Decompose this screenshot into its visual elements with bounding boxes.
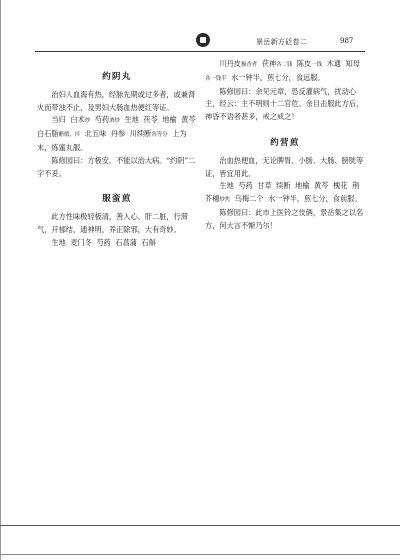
bottom-rule [0,525,400,526]
paragraph-commentary: 陈修园曰：余见元章，恐反灌病气，扰动心主，经云：主不明则十二官危。余目击服此方后，神昏不语者甚多，戒之戒之！ [205,86,364,122]
seal-logo-icon [196,33,210,47]
left-column [37,58,201,250]
section-title-fuman-jian: 服蛮煎 [102,193,132,204]
right-column [205,58,365,233]
bottom-edge [0,554,400,555]
paragraph-commentary: 陈修园曰：方极安，不能以治大病。“约阴”二字不妥。 [37,155,196,178]
page-left-edge [0,0,1,560]
paragraph-ingredients: 生地 麦门冬 芍药 石菖蒲 石斛 [51,237,156,247]
paragraph-ingredients: 当归 白术炒 芍药酒炒 生地 茯苓 地榆 黄芩 白石脂醋煅、淬 北五味 丹参 川续断各等分 上为末，炼蜜丸服。 [37,115,201,152]
page-number: 987 [340,37,354,45]
paragraph-indication: 治血热便血，无论脾胃、小肠、大肠、膀胱等证，皆宜用此。 [205,155,364,178]
header-rule [35,51,365,52]
paragraph-commentary: 陈修园曰：此市上医铃之伎俩，景岳集之以名方，何大言不惭乃尔！ [205,207,364,230]
paragraph-indication: 此方性味极轻极清，善入心、肝二脏，行滞气，开郁结，通神明，养正除邪，大有奇妙。 [37,212,188,234]
paragraph-indication: 治妇人血海有热，经脉先期或过多者，或兼肾火而带浊不止，及男妇大肠血热便红等证。 [37,89,196,112]
paragraph-ingredients-continued: 川丹皮极香者 茯神各二钱 陈皮一钱 木通 知母各一钱半 水一钟半，煎七分，食远服。 [205,59,360,82]
paragraph-ingredients: 生地 芍药 甘草 续断 地榆 黄芩 槐花 荆芥穗炒焦 乌梅二个 水一钟半，煎七分，食前服。 [205,181,362,204]
section-title-yueyin-wan: 约阴丸 [102,71,132,81]
section-title-yueying-jian: 约营煎 [270,136,300,147]
running-head: 景岳新方砭卷二 [256,38,308,46]
